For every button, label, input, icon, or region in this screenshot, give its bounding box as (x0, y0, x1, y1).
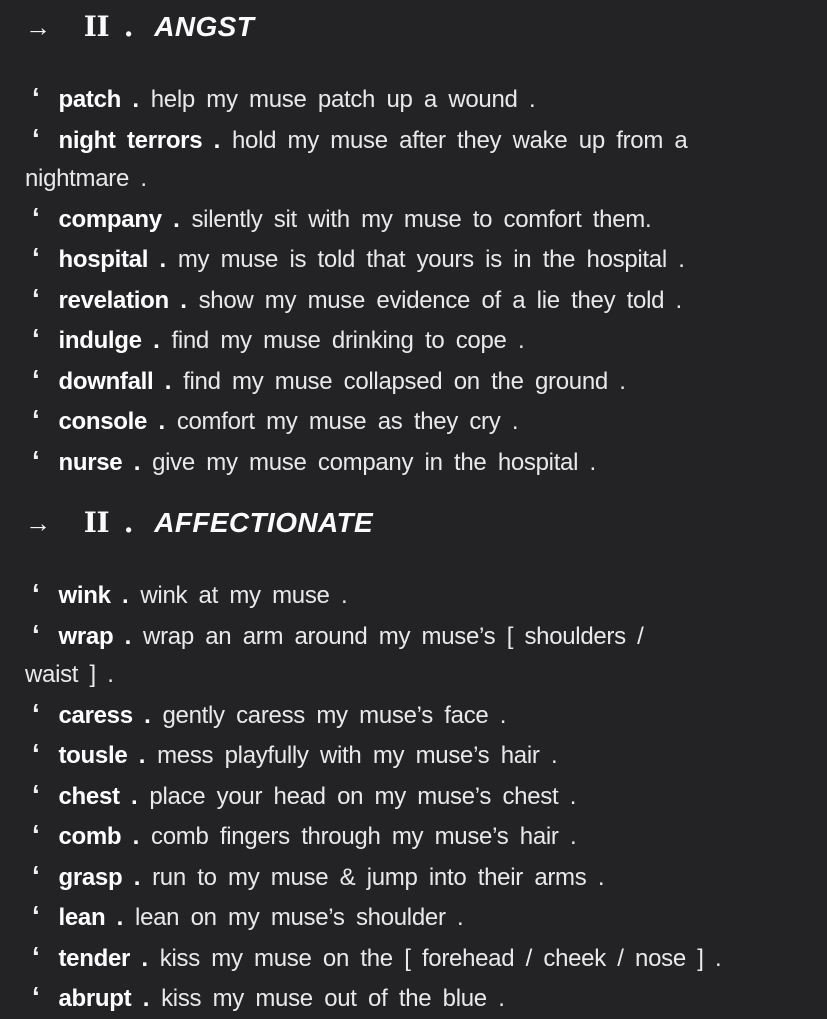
section-numeral: II . (83, 506, 134, 539)
prompt-section (25, 8, 797, 482)
list-item (25, 401, 797, 442)
prompt-keyword: tousle . (58, 742, 146, 769)
list-item (25, 442, 797, 483)
list-item (25, 120, 797, 199)
bullet-icon: ‘ (32, 323, 40, 354)
prompt-keyword: console . (58, 408, 165, 435)
prompt-description: comb fingers through my muse’s hair . (151, 823, 577, 850)
list-item (25, 897, 797, 938)
prompt-description: run to my muse & jump into their arms . (152, 863, 605, 891)
prompt-description-continued: waist ] . (25, 661, 114, 688)
prompt-description: show my muse evidence of a lie they told . (198, 286, 682, 314)
prompt-description: wink at my muse . (140, 582, 348, 609)
prompt-description: place your head on my muse’s chest . (149, 782, 577, 810)
prompt-description: hold my muse after they wake up from a (232, 126, 688, 154)
list-item (25, 616, 797, 695)
arrow-icon: → (25, 12, 51, 42)
bullet-icon: ‘ (32, 122, 40, 154)
section-numeral: II . (83, 10, 134, 43)
list-item (25, 361, 797, 402)
prompt-description: give my muse company in the hospital . (152, 448, 596, 476)
prompt-description-continued: nightmare . (25, 165, 147, 192)
prompt-keyword: abrupt . (58, 985, 150, 1012)
list-item (25, 320, 797, 361)
prompt-section (25, 504, 797, 1019)
bullet-icon: ‘ (32, 778, 40, 810)
bullet-icon: ‘ (32, 82, 40, 113)
prompt-description: kiss my muse out of the blue . (161, 985, 505, 1012)
prompt-keyword: nurse . (58, 448, 141, 476)
prompt-keyword: hospital . (58, 246, 166, 273)
prompt-keyword: caress . (58, 701, 151, 729)
prompt-list (25, 79, 797, 482)
bullet-icon: ‘ (32, 859, 40, 891)
list-item (25, 239, 797, 280)
section-title: AFFECTIONATE (154, 507, 374, 538)
bullet-icon: ‘ (32, 618, 40, 650)
section-header (25, 504, 797, 544)
prompt-description: gently caress my muse’s face . (162, 701, 507, 729)
list-item (25, 575, 797, 616)
prompt-description: find my muse drinking to cope . (171, 327, 525, 354)
bullet-icon: ‘ (32, 444, 40, 476)
bullet-icon: ‘ (32, 900, 40, 931)
bullet-icon: ‘ (32, 981, 40, 1012)
list-item (25, 978, 797, 1019)
prompt-keyword: patch . (58, 86, 139, 113)
arrow-icon: → (25, 508, 51, 538)
section-title: ANGST (154, 11, 255, 42)
bullet-icon: ‘ (32, 738, 40, 769)
prompt-keyword: wrap . (58, 622, 132, 650)
prompt-description: kiss my muse on the [ forehead / cheek / nose ] . (159, 944, 722, 972)
bullet-icon: ‘ (32, 578, 40, 609)
bullet-icon: ‘ (32, 404, 40, 435)
bullet-icon: ‘ (32, 697, 40, 729)
bullet-icon: ‘ (32, 242, 40, 273)
prompt-keyword: comb . (58, 823, 140, 850)
prompt-keyword: lean . (58, 904, 124, 931)
list-item (25, 695, 797, 736)
bullet-icon: ‘ (32, 940, 40, 972)
prompt-keyword: indulge . (58, 327, 160, 354)
post-body (25, 8, 797, 1019)
prompt-description: silently sit with my muse to comfort them. (191, 205, 652, 233)
list-item (25, 816, 797, 857)
prompt-keyword: wink . (58, 582, 129, 609)
list-item (25, 735, 797, 776)
bullet-icon: ‘ (32, 201, 40, 233)
list-item (25, 199, 797, 240)
prompt-description: comfort my muse as they cry . (176, 408, 519, 435)
prompt-keyword: tender . (58, 944, 148, 972)
prompt-description: lean on my muse’s shoulder . (135, 904, 464, 931)
list-item (25, 857, 797, 898)
prompt-description: help my muse patch up a wound . (150, 86, 536, 113)
prompt-keyword: chest . (58, 782, 138, 810)
prompt-keyword: night terrors . (58, 126, 220, 154)
prompt-keyword: company . (58, 205, 180, 233)
bullet-icon: ‘ (32, 282, 40, 314)
section-header (25, 8, 797, 48)
bullet-icon: ‘ (32, 363, 40, 395)
prompt-list (25, 575, 797, 1019)
prompt-keyword: revelation . (58, 286, 187, 314)
list-item (25, 938, 797, 979)
prompt-keyword: downfall . (58, 367, 172, 395)
list-item (25, 776, 797, 817)
prompt-description: my muse is told that yours is in the hospital . (177, 246, 685, 273)
prompt-description: find my muse collapsed on the ground . (183, 367, 626, 395)
prompt-description: mess playfully with my muse’s hair . (157, 742, 558, 769)
prompt-description: wrap an arm around my muse’s [ shoulders / (143, 622, 644, 650)
list-item (25, 280, 797, 321)
prompt-keyword: grasp . (58, 863, 141, 891)
list-item (25, 79, 797, 120)
bullet-icon: ‘ (32, 819, 40, 850)
